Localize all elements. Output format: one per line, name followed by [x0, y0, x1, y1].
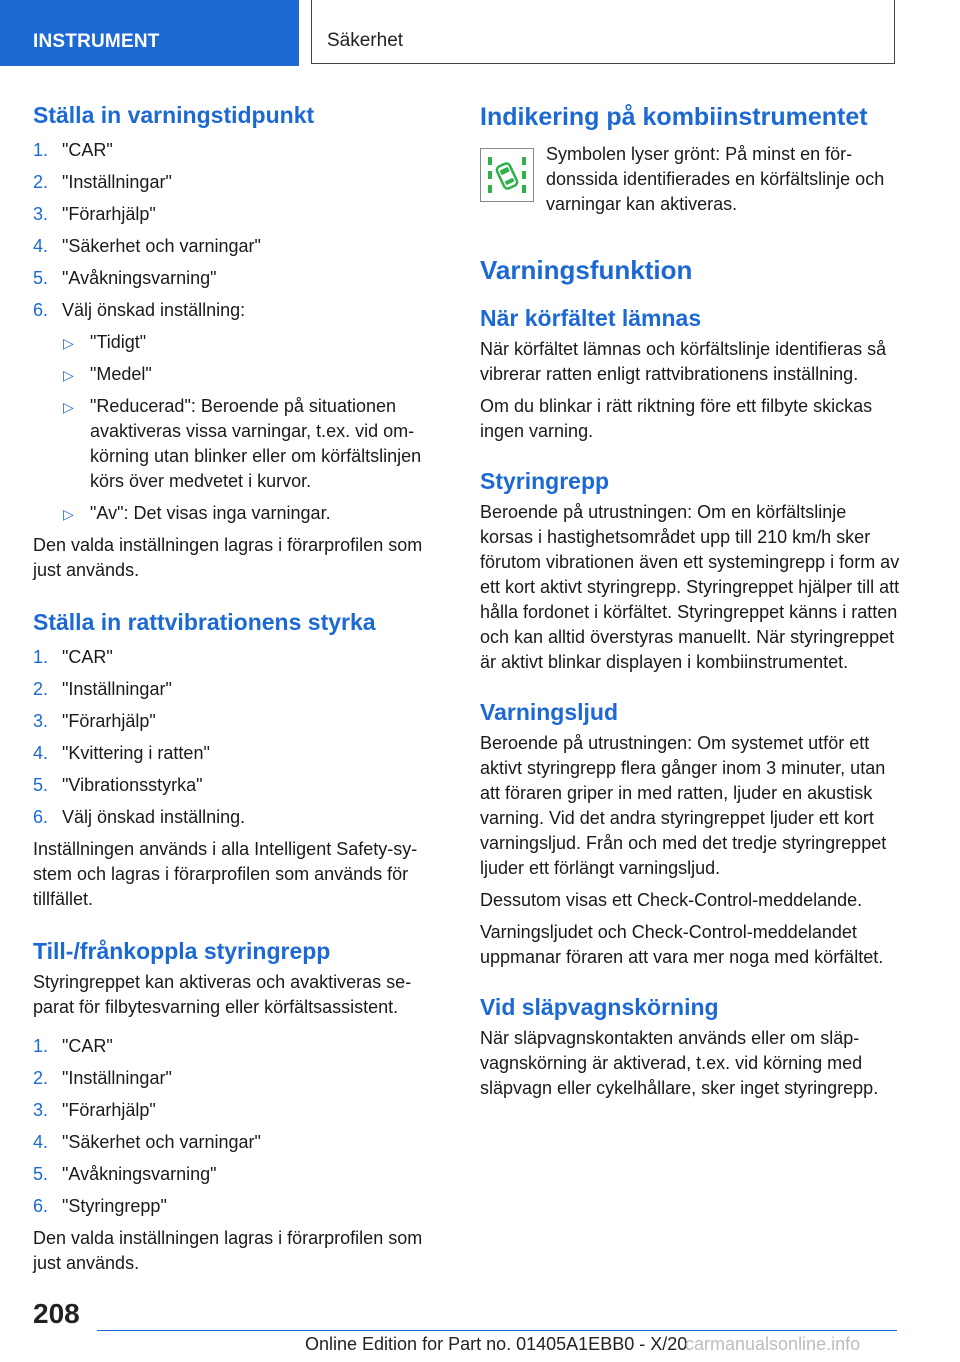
footer-divider: [97, 1330, 897, 1331]
paragraph: Varningsljudet och Check-Control-meddelandet uppmanar föraren att vara mer noga med körfältet.: [480, 922, 884, 967]
edition-text: Online Edition for Part no. 01405A1EBB0 - X/20: [305, 1334, 688, 1354]
paragraph: Den valda inställningen lagras i förarprofilen som just används.: [33, 535, 423, 580]
step-text: "Inställningar": [62, 1068, 172, 1088]
heading-rattvibration: Ställa in rattvibrationens styrka: [33, 609, 376, 635]
step-number: 4.: [33, 743, 49, 763]
heading-varningstidpunkt: Ställa in varningstidpunkt: [33, 102, 315, 128]
step-number: 2.: [33, 679, 49, 699]
list-item: [33, 362, 443, 387]
list-item: [33, 330, 443, 355]
list-item: [33, 1130, 443, 1155]
list-item: [33, 298, 443, 323]
left-column: [33, 100, 443, 1276]
heading-slapvagnskorning: Vid släpvagnskörning: [480, 994, 719, 1020]
heading-varningsljud: Varningsljud: [480, 699, 619, 725]
subitem-text: "Av": Det visas inga varningar.: [90, 503, 331, 523]
step-number: 1.: [33, 1036, 49, 1056]
list-item: [33, 1098, 443, 1123]
step-text: "Förarhjälp": [62, 711, 156, 731]
list-item: [33, 741, 443, 766]
paragraph: Om du blinkar i rätt riktning före ett filbyte skickas ingen varning.: [480, 396, 873, 441]
paragraph: Styringreppet kan aktiveras och avaktiveras separat för filbytesvarning eller körfältsassistent.: [33, 972, 412, 1017]
step-text: Välj önskad inställning:: [62, 300, 246, 320]
step-number: 5.: [33, 1164, 49, 1184]
subitem-text: "Tidigt": [90, 332, 147, 352]
paragraph: Den valda inställningen lagras i förarprofilen som just används.: [33, 1228, 423, 1273]
section-tab: INSTRUMENT: [0, 0, 299, 66]
list-item: [33, 1162, 443, 1187]
list-item: [33, 202, 443, 227]
step-number: 3.: [33, 204, 49, 224]
paragraph: Beroende på utrustningen: Om en körfältslinje korsas i hastighetsområdet upp till 210 km/h sker förutom vibrationen även ett systemingrepp i form av ett kort aktivt styringrepp. Styringreppet hjälper till att hålla fordonet i körfältet. Styringreppet känns i ratten och kan alltid överstyras manuellt. När styringreppet är aktivt blinkar displayen i kombiinstrumentet.: [480, 502, 900, 672]
step-text: "Inställningar": [62, 172, 172, 192]
steps-varningstidpunkt: [33, 138, 443, 323]
list-item: [33, 501, 443, 526]
step-number: 6.: [33, 807, 49, 827]
list-item: [33, 677, 443, 702]
step-number: 5.: [33, 268, 49, 288]
step-number: 6.: [33, 300, 49, 320]
step-text: "Styringrepp": [62, 1196, 167, 1216]
step-text: Välj önskad inställning.: [62, 807, 246, 827]
step-text: "Förarhjälp": [62, 204, 156, 224]
heading-varningsfunktion: Varningsfunktion: [480, 255, 693, 285]
step-number: 6.: [33, 1196, 49, 1216]
list-item: [33, 1034, 443, 1059]
steps-styringrepp-toggle: [33, 1034, 443, 1219]
triangle-bullet-icon: ▷: [63, 335, 74, 351]
step-number: 2.: [33, 1068, 49, 1088]
page-header: [0, 0, 960, 66]
step-number: 4.: [33, 236, 49, 256]
step-number: 1.: [33, 140, 49, 160]
topic-tab: Säkerhet: [311, 0, 895, 64]
step-text: "Säkerhet och varningar": [62, 1132, 261, 1152]
step-number: 4.: [33, 1132, 49, 1152]
heading-styringrepp-toggle: Till-/frånkoppla styringrepp: [33, 938, 331, 964]
triangle-bullet-icon: ▷: [63, 367, 74, 383]
step-text: "Förarhjälp": [62, 1100, 156, 1120]
list-item: [33, 1066, 443, 1091]
step-number: 3.: [33, 1100, 49, 1120]
list-item: [33, 1194, 443, 1219]
list-item: [33, 709, 443, 734]
step-text: "Säkerhet och varningar": [62, 236, 261, 256]
paragraph: Beroende på utrustningen: Om systemet utför ett aktivt styringrepp flera gånger inom 3 minuter, utan att föraren griper in med ratten, ljuder en akustisk varning. Vid det andra styringreppet ljuder ett kort varningsljud. Från och med det tredje styringreppet ljuder ett förlängt varningsljud.: [480, 733, 887, 878]
heading-styringrepp: Styringrepp: [480, 468, 610, 494]
step-text: "CAR": [62, 1036, 113, 1056]
subitem-text: "Medel": [90, 364, 152, 384]
step-number: 2.: [33, 172, 49, 192]
indicator-block: [480, 142, 900, 217]
step-text: "Vibrationsstyrka": [62, 775, 203, 795]
indicator-text: Symbolen lyser grönt: På minst en fördonssida identifierades en körfältslinje och varningar kan aktiveras.: [546, 144, 885, 214]
list-item: [33, 138, 443, 163]
triangle-bullet-icon: ▷: [63, 399, 74, 415]
paragraph: När släpvagnskontakten används eller om släpvagnskörning är aktiverad, t.ex. vid körning med släpvagn eller cykelhållare, sker inget styringrepp.: [480, 1028, 879, 1098]
watermark: carmanualsonline.info: [685, 1334, 861, 1354]
paragraph: Inställningen används i alla Intelligent Safety-system och lagras i förarprofilen som används för tillfället.: [33, 839, 418, 909]
list-item: [33, 234, 443, 259]
paragraph: Dessutom visas ett Check-Control-meddelande.: [480, 890, 863, 910]
step-text: "Avåkningsvarning": [62, 268, 217, 288]
step-text: "CAR": [62, 647, 113, 667]
right-column: [480, 100, 900, 1101]
list-item: [33, 266, 443, 291]
step-number: 3.: [33, 711, 49, 731]
heading-korfaltet-lamnas: När körfältet lämnas: [480, 305, 702, 331]
step-number: 1.: [33, 647, 49, 667]
step-text: "Inställningar": [62, 679, 172, 699]
subitems-varningstidpunkt: [33, 330, 443, 526]
step-number: 5.: [33, 775, 49, 795]
steps-rattvibration: [33, 645, 443, 830]
list-item: [33, 170, 443, 195]
list-item: [33, 645, 443, 670]
heading-indikering: Indikering på kombiinstrumentet: [480, 103, 868, 131]
subitem-text: "Reducerad": Beroende på situationen avaktiveras vissa varningar, t.ex. vid omkörning utan blinker eller om körfältslinjen körs över medvetet i kurvor.: [90, 396, 422, 491]
lane-departure-icon-graphic: [481, 149, 533, 201]
triangle-bullet-icon: ▷: [63, 506, 74, 522]
list-item: [33, 394, 443, 494]
list-item: [33, 805, 443, 830]
step-text: "Kvittering i ratten": [62, 743, 210, 763]
step-text: "Avåkningsvarning": [62, 1164, 217, 1184]
list-item: [33, 773, 443, 798]
step-text: "CAR": [62, 140, 113, 160]
lane-departure-icon: [480, 148, 534, 202]
paragraph: När körfältet lämnas och körfältslinje identifieras så vibrerar ratten enligt rattvibrationens inställning.: [480, 339, 887, 384]
page-number: 208: [33, 1298, 80, 1329]
